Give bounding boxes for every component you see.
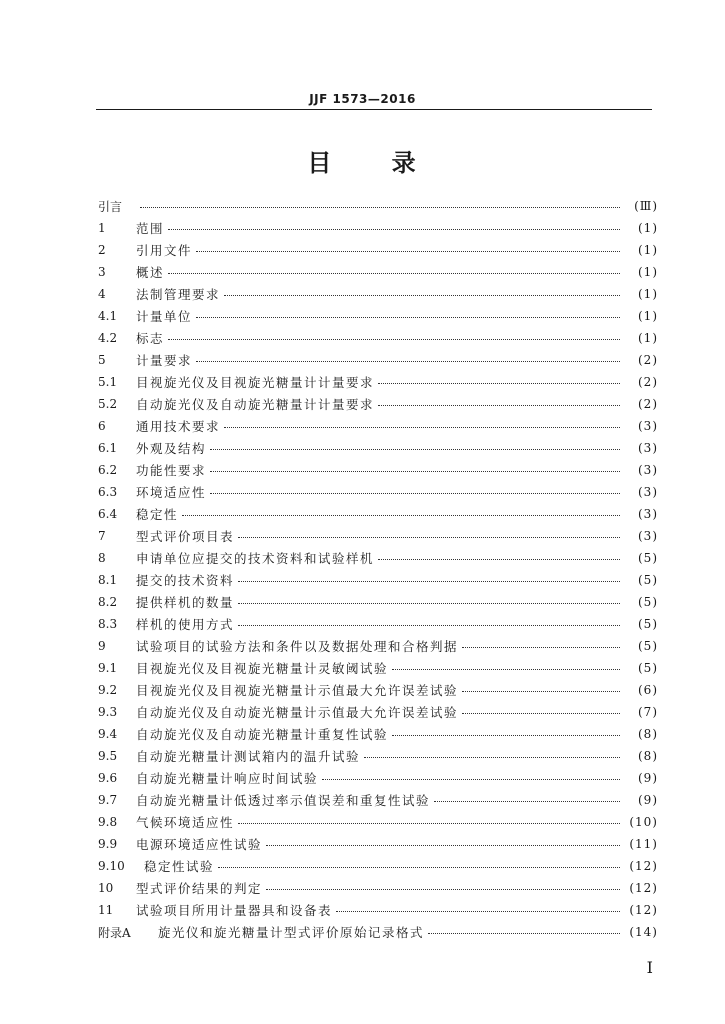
toc-dot-leader — [378, 375, 620, 389]
toc-entry-number: 7 — [98, 529, 106, 543]
toc-entry[interactable] — [98, 481, 658, 503]
toc-dot-leader — [462, 639, 620, 653]
toc-dot-leader — [196, 243, 620, 257]
toc-entry-page: (8) — [638, 749, 658, 763]
toc-entry-title: 概述 — [136, 265, 165, 280]
toc-entry-title: 样机的使用方式 — [136, 617, 235, 632]
toc-entry[interactable] — [98, 921, 658, 943]
toc-entry-number: 8.3 — [98, 617, 118, 631]
toc-entry-page: (5) — [638, 617, 658, 631]
toc-entry-page: (7) — [638, 705, 658, 719]
toc-entry-title: 目视旋光仪及目视旋光糖量计示值最大允许误差试验 — [136, 683, 459, 698]
toc-entry-title: 提供样机的数量 — [136, 595, 235, 610]
toc-entry-title: 型式评价项目表 — [136, 529, 235, 544]
toc-entry[interactable] — [98, 261, 658, 283]
toc-entry[interactable] — [98, 877, 658, 899]
toc-entry[interactable] — [98, 349, 658, 371]
toc-dot-leader — [378, 397, 620, 411]
toc-entry-title: 申请单位应提交的技术资料和试验样机 — [136, 551, 375, 566]
toc-entry-title: 环境适应性 — [136, 485, 207, 500]
toc-entry-page: (3) — [638, 419, 658, 433]
toc-entry-number: 4 — [98, 287, 106, 301]
toc-entry[interactable] — [98, 239, 658, 261]
toc-entry[interactable] — [98, 613, 658, 635]
toc-entry[interactable] — [98, 701, 658, 723]
toc-entry-page: (3) — [638, 441, 658, 455]
toc-entry-title: 试验项目所用计量器具和设备表 — [136, 903, 333, 918]
toc-dot-leader — [238, 595, 620, 609]
toc-entry-page: (1) — [638, 309, 658, 323]
toc-entry-title: 旋光仪和旋光糖量计型式评价原始记录格式 — [158, 925, 425, 940]
toc-dot-leader — [462, 705, 620, 719]
toc-entry-page: (6) — [638, 683, 658, 697]
toc-entry-number: 4.1 — [98, 309, 118, 323]
toc-dot-leader — [238, 617, 620, 631]
toc-entry-number: 9.1 — [98, 661, 118, 675]
toc-entry[interactable] — [98, 591, 658, 613]
toc-entry-page: (8) — [638, 727, 658, 741]
toc-entry-page: (3) — [638, 529, 658, 543]
toc-entry-number: 5 — [98, 353, 106, 367]
toc-entry-title: 自动旋光仪及自动旋光糖量计计量要求 — [136, 397, 375, 412]
toc-dot-leader — [140, 199, 620, 213]
toc-dot-leader — [392, 727, 620, 741]
toc-dot-leader — [210, 485, 620, 499]
toc-dot-leader — [434, 793, 620, 807]
toc-entry-number: 9.10 — [98, 859, 125, 873]
toc-dot-leader — [266, 881, 620, 895]
toc-entry-title: 目视旋光仪及目视旋光糖量计计量要求 — [136, 375, 375, 390]
toc-entry-number: 9.3 — [98, 705, 118, 719]
toc-entry-title: 自动旋光仪及自动旋光糖量计重复性试验 — [136, 727, 389, 742]
toc-entry-page: (1) — [638, 221, 658, 235]
toc-dot-leader — [182, 507, 620, 521]
toc-entry-page: (1) — [638, 287, 658, 301]
toc-entry[interactable] — [98, 283, 658, 305]
toc-entry-title: 电源环境适应性试验 — [136, 837, 263, 852]
toc-dot-leader — [392, 661, 620, 675]
toc-entry[interactable] — [98, 723, 658, 745]
toc-entry-page: (3) — [638, 463, 658, 477]
toc-entry-title: 通用技术要求 — [136, 419, 221, 434]
toc-entry[interactable] — [98, 657, 658, 679]
toc-entry-number: 9.2 — [98, 683, 118, 697]
toc-entry-number: 6.3 — [98, 485, 118, 499]
toc-dot-leader — [266, 837, 620, 851]
toc-entry-number: 6.2 — [98, 463, 118, 477]
toc-entry[interactable] — [98, 217, 658, 239]
toc-entry[interactable] — [98, 833, 658, 855]
toc-entry-title: 标志 — [136, 331, 165, 346]
toc-entry-number: 3 — [98, 265, 106, 279]
toc-entry[interactable] — [98, 459, 658, 481]
toc-entry-title: 提交的技术资料 — [136, 573, 235, 588]
toc-entry[interactable] — [98, 195, 658, 217]
toc-dot-leader — [238, 815, 620, 829]
toc-dot-leader — [238, 529, 620, 543]
toc-entry[interactable] — [98, 525, 658, 547]
toc-entry[interactable] — [98, 393, 658, 415]
toc-dot-leader — [168, 221, 620, 235]
toc-entry-title: 法制管理要求 — [136, 287, 221, 302]
toc-dot-leader — [196, 309, 620, 323]
toc-entry-page: (5) — [638, 639, 658, 653]
toc-entry-page: (1) — [638, 265, 658, 279]
toc-entry-number: 11 — [98, 903, 114, 917]
toc-entry[interactable] — [98, 547, 658, 569]
toc-dot-leader — [210, 463, 620, 477]
toc-entry-number: 6.4 — [98, 507, 118, 521]
toc-entry[interactable] — [98, 679, 658, 701]
toc-entry-page: (5) — [638, 551, 658, 565]
toc-entry-title: 引用文件 — [136, 243, 193, 258]
toc-dot-leader — [238, 573, 620, 587]
toc-entry[interactable] — [98, 811, 658, 833]
toc-dot-leader — [378, 551, 620, 565]
toc-entry-page: (Ⅲ) — [634, 199, 658, 213]
toc-entry-page: (2) — [638, 397, 658, 411]
toc-entry[interactable] — [98, 789, 658, 811]
toc-entry[interactable] — [98, 503, 658, 525]
toc-entry-page: (12) — [629, 903, 658, 917]
toc-entry[interactable] — [98, 327, 658, 349]
toc-dot-leader — [428, 925, 620, 939]
toc-entry-number: 9.8 — [98, 815, 118, 829]
toc-entry-title: 外观及结构 — [136, 441, 207, 456]
toc-entry-title: 目视旋光仪及目视旋光糖量计灵敏阈试验 — [136, 661, 389, 676]
toc-entry-number: 5.1 — [98, 375, 118, 389]
toc-entry-page: (2) — [638, 375, 658, 389]
toc-entry-page: (5) — [638, 595, 658, 609]
toc-dot-leader — [322, 771, 620, 785]
toc-dot-leader — [336, 903, 620, 917]
toc-entry-title: 功能性要求 — [136, 463, 207, 478]
document-code: JJF 1573—2016 — [309, 92, 416, 106]
toc-entry-number: 9.6 — [98, 771, 118, 785]
toc-entry-number: 4.2 — [98, 331, 118, 345]
toc-entry-number: 6.1 — [98, 441, 118, 455]
toc-entry-number: 8.1 — [98, 573, 118, 587]
toc-entry-title: 稳定性 — [136, 507, 179, 522]
page-title: 目 录 — [307, 149, 418, 177]
toc-entry-page: (3) — [638, 507, 658, 521]
toc-entry-page: (11) — [629, 837, 658, 851]
toc-entry-number: 6 — [98, 419, 106, 433]
toc-dot-leader — [224, 287, 620, 301]
toc-dot-leader — [196, 353, 620, 367]
toc-entry[interactable] — [98, 569, 658, 591]
page-number: I — [646, 958, 653, 977]
toc-dot-leader — [462, 683, 620, 697]
toc-entry-title: 气候环境适应性 — [136, 815, 235, 830]
table-of-contents — [98, 195, 658, 943]
toc-entry-page: (1) — [638, 331, 658, 345]
toc-entry[interactable] — [98, 745, 658, 767]
toc-entry-title: 试验项目的试验方法和条件以及数据处理和合格判据 — [136, 639, 459, 654]
toc-entry[interactable] — [98, 437, 658, 459]
toc-entry-number: 9.5 — [98, 749, 118, 763]
toc-entry-title: 计量要求 — [136, 353, 193, 368]
toc-entry-page: (1) — [638, 243, 658, 257]
toc-entry[interactable] — [98, 305, 658, 327]
toc-entry-number: 9.9 — [98, 837, 118, 851]
toc-entry-title: 自动旋光糖量计响应时间试验 — [136, 771, 319, 786]
toc-dot-leader — [210, 441, 620, 455]
toc-entry[interactable] — [98, 855, 658, 877]
toc-entry-page: (9) — [638, 793, 658, 807]
toc-dot-leader — [218, 859, 620, 873]
header-rule — [96, 109, 652, 110]
toc-entry-title: 计量单位 — [136, 309, 193, 324]
toc-entry-page: (14) — [629, 925, 658, 939]
toc-entry-title: 自动旋光糖量计测试箱内的温升试验 — [136, 749, 361, 764]
toc-entry-page: (5) — [638, 661, 658, 675]
toc-entry-number: 5.2 — [98, 397, 118, 411]
toc-entry-page: (12) — [629, 881, 658, 895]
toc-entry-number: 9.4 — [98, 727, 118, 741]
toc-dot-leader — [224, 419, 620, 433]
toc-entry-page: (12) — [629, 859, 658, 873]
toc-entry-number: 附录A — [98, 925, 131, 940]
toc-entry-page: (2) — [638, 353, 658, 367]
toc-entry-title: 自动旋光仪及自动旋光糖量计示值最大允许误差试验 — [136, 705, 459, 720]
toc-entry-title: 范围 — [136, 221, 165, 236]
toc-entry[interactable] — [98, 415, 658, 437]
toc-entry-title: 自动旋光糖量计低透过率示值误差和重复性试验 — [136, 793, 431, 808]
toc-entry[interactable] — [98, 635, 658, 657]
toc-entry-number: 1 — [98, 221, 106, 235]
toc-entry[interactable] — [98, 899, 658, 921]
toc-entry-number: 2 — [98, 243, 106, 257]
toc-dot-leader — [364, 749, 620, 763]
toc-entry-title: 型式评价结果的判定 — [136, 881, 263, 896]
toc-entry-number: 引言 — [98, 199, 123, 214]
toc-dot-leader — [168, 265, 620, 279]
toc-entry-number: 9 — [98, 639, 106, 653]
toc-entry[interactable] — [98, 767, 658, 789]
toc-entry-page: (9) — [638, 771, 658, 785]
toc-entry-title: 稳定性试验 — [144, 859, 215, 874]
toc-entry[interactable] — [98, 371, 658, 393]
toc-entry-number: 8 — [98, 551, 106, 565]
toc-entry-number: 8.2 — [98, 595, 118, 609]
toc-entry-page: (5) — [638, 573, 658, 587]
toc-entry-page: (10) — [629, 815, 658, 829]
toc-entry-number: 10 — [98, 881, 114, 895]
toc-dot-leader — [168, 331, 620, 345]
toc-entry-number: 9.7 — [98, 793, 118, 807]
toc-entry-page: (3) — [638, 485, 658, 499]
